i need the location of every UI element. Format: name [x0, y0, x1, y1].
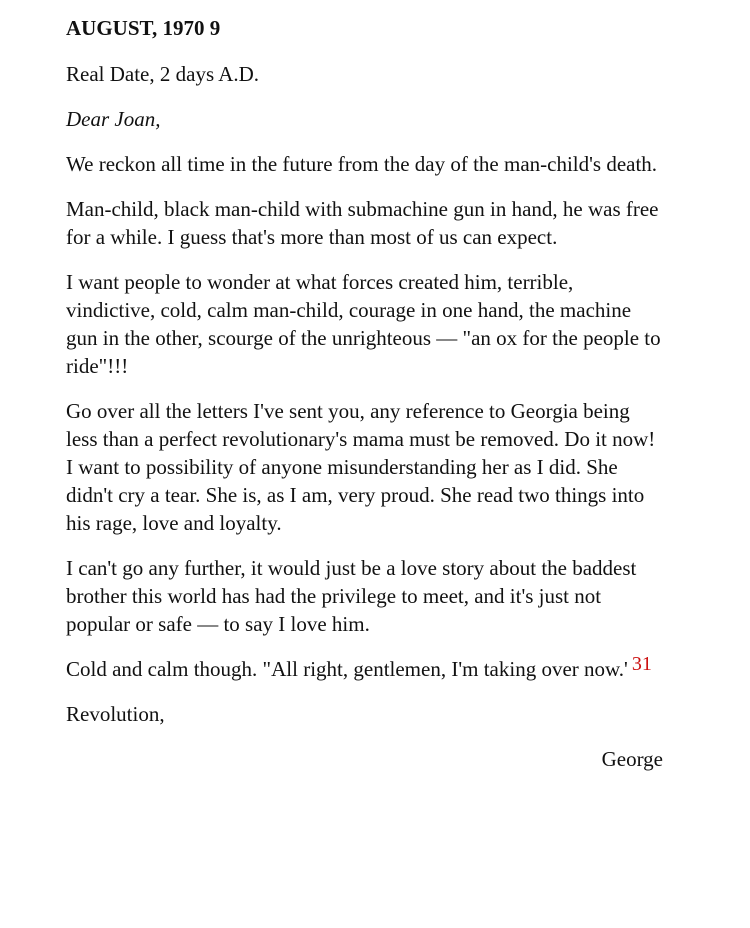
quote-text: Cold and calm though. "All right, gentlemen, I'm taking over now.' — [66, 657, 628, 681]
paragraph-5: I can't go any further, it would just be a love story about the baddest brother this world has had the privilege to meet, and it's just not popular or safe — to say I love him. — [66, 556, 637, 636]
date-line: Real Date, 2 days A.D. — [66, 62, 260, 86]
salutation: Dear Joan, — [66, 107, 161, 131]
paragraph-2: Man-child, black man-child with submachine gun in hand, he was free for a while. I guess that's more than most of us can expect. — [66, 197, 659, 249]
signature: George — [601, 747, 663, 771]
footnote-marker[interactable]: 31 — [631, 653, 652, 675]
closing: Revolution, — [66, 702, 165, 726]
letter-heading: AUGUST, 1970 9 — [66, 16, 221, 40]
paragraph-3: I want people to wonder at what forces created him, terrible, vindictive, cold, calm man-child, courage in one hand, the machine gun in the other, scourge of the unrighteous — "an ox for the people to ride"!!! — [66, 270, 661, 378]
paragraph-1: We reckon all time in the future from the day of the man-child's death. — [66, 152, 658, 176]
paragraph-4: Go over all the letters I've sent you, any reference to Georgia being less than a perfect revolutionary's mama must be removed. Do it now! I want to possibility of anyone misunderstanding her as I did. She didn't cry a tear. She is, as I am, very proud. She read two things into his rage, love and loyalty. — [66, 399, 656, 535]
quote-paragraph — [66, 655, 666, 683]
letter-page — [66, 14, 666, 773]
